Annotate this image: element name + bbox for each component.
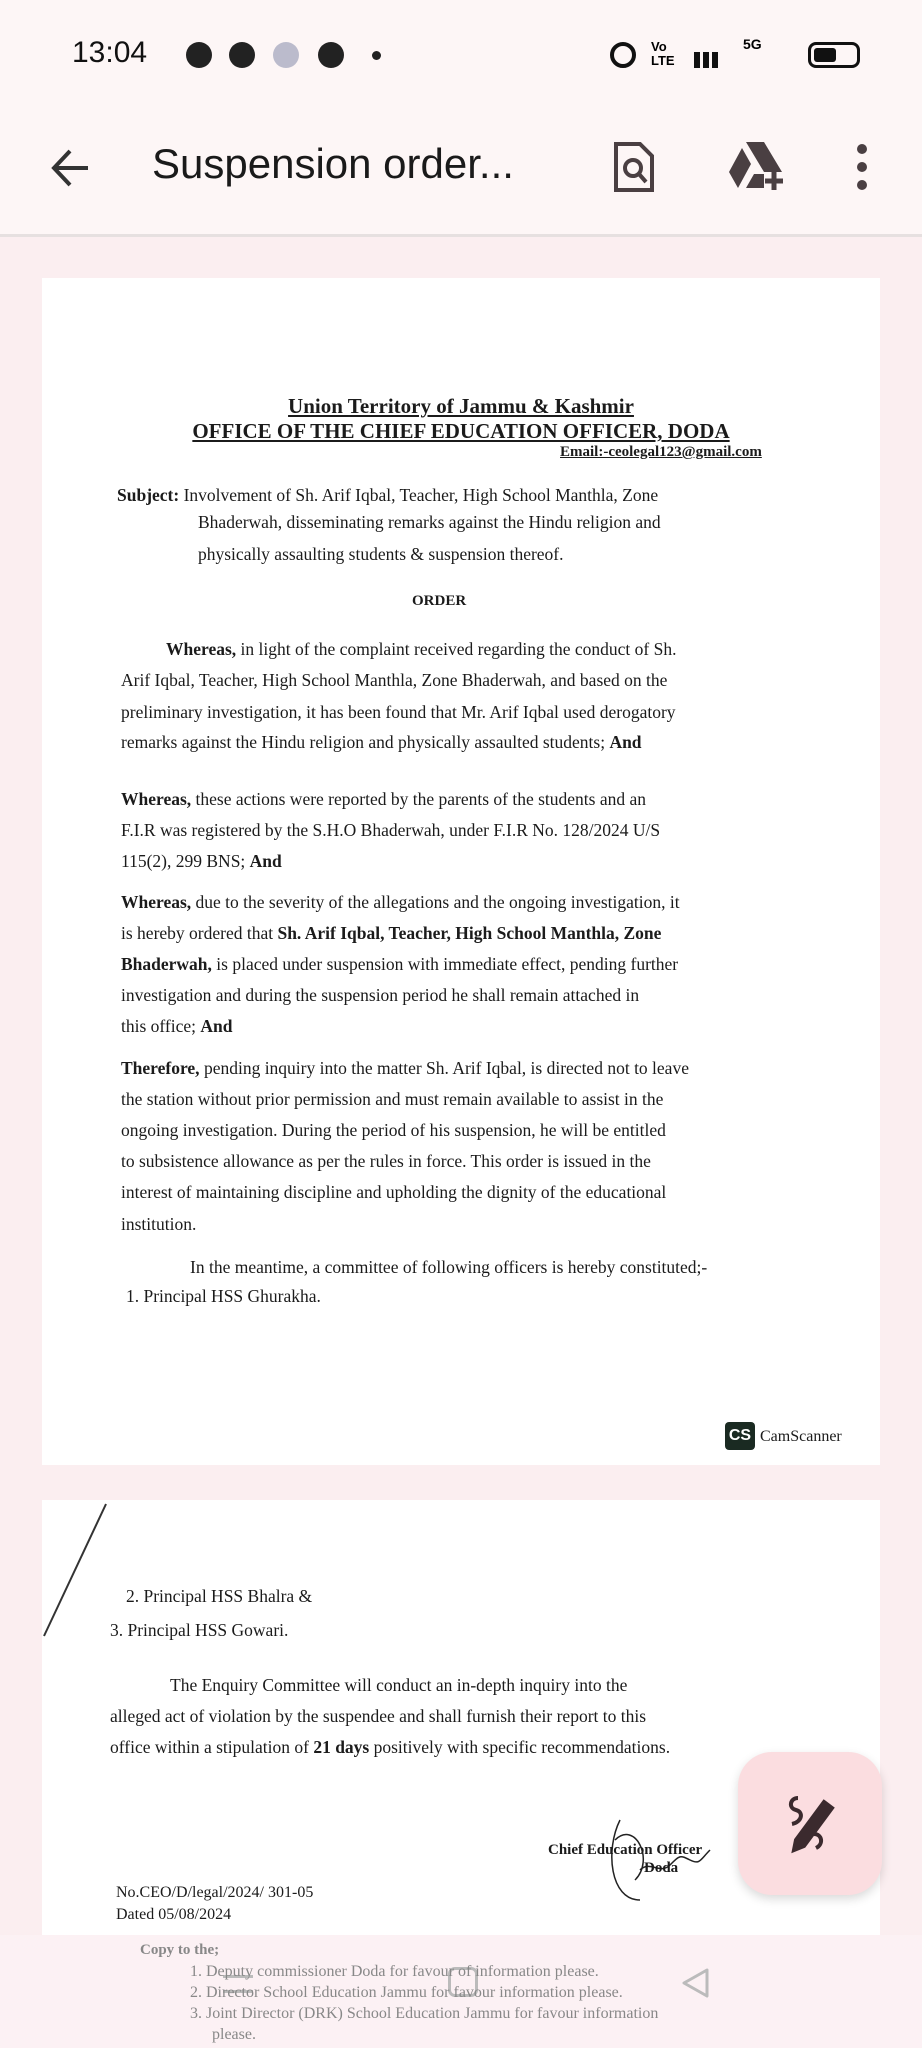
5g-signal-icon xyxy=(743,36,762,52)
reference-number: No.CEO/D/legal/2024/ 301-05 xyxy=(116,1884,314,1901)
document-title: Suspension order... xyxy=(152,140,514,187)
alarm-icon xyxy=(610,42,636,68)
subject-text: Involvement of Sh. Arif Iqbal, Teacher, High School Manthla, Zone xyxy=(183,485,659,505)
text-segment: 2. Principal HSS Bhalra & xyxy=(126,1586,313,1606)
menu-nav-icon[interactable] xyxy=(223,1975,253,1993)
battery-icon xyxy=(808,42,860,68)
email: Email:-ceolegal123@gmail.com xyxy=(560,444,762,460)
text-segment: ongoing investigation. During the period of his suspension, he will be entitled xyxy=(121,1120,666,1140)
text-segment: 115(2), 299 BNS; xyxy=(121,851,250,871)
text-segment: remarks against the Hindu religion and physically assaulted students; xyxy=(121,732,610,752)
text-segment: pending inquiry into the matter Sh. Arif Iqbal, is directed not to leave xyxy=(199,1058,689,1078)
text-segment: due to the severity of the allegations and the ongoing investigation, it xyxy=(191,892,680,912)
signatory-place: Doda xyxy=(644,1860,679,1876)
edit-annotate-icon xyxy=(784,1794,838,1854)
navigation-bar xyxy=(0,1935,922,2048)
bold-text: 21 days xyxy=(313,1737,370,1757)
dot-icon xyxy=(372,51,381,60)
text-segment: is placed under suspension with immediate effect, pending further xyxy=(211,954,679,974)
text-segment: interest of maintaining discipline and upholding the dignity of the educational xyxy=(121,1182,667,1202)
text-segment: this office; xyxy=(121,1016,201,1036)
copy-to-label: Copy to the; xyxy=(140,1942,220,1958)
text-segment: 1. Principal HSS Ghurakha. xyxy=(126,1286,321,1306)
bold-text: And xyxy=(249,851,282,871)
text-segment: institution. xyxy=(121,1214,197,1234)
clock: 13:04 xyxy=(72,36,148,69)
network-type: 5G xyxy=(743,36,762,52)
chat-bubble-icon xyxy=(186,42,212,68)
volte-icon: Vo LTE xyxy=(651,39,675,68)
subject-label: Subject: xyxy=(117,485,180,505)
back-arrow-icon[interactable] xyxy=(48,145,94,191)
camscanner-logo: CS xyxy=(725,1422,755,1450)
subject-line: physically assaulting students & suspension thereof. xyxy=(198,544,564,564)
text-segment: Arif Iqbal, Teacher, High School Manthla, Zone Bhaderwah, and based on the xyxy=(121,670,668,690)
copy-item: 2. Director School Education Jammu for favour information please. xyxy=(190,1984,623,2001)
order-heading: ORDER xyxy=(412,593,467,609)
copy-item: 1. Deputy commissioner Doda for favour of information please. xyxy=(190,1963,599,1980)
bold-text: Sh. Arif Iqbal, Teacher, High School Manthla, Zone xyxy=(277,923,662,943)
header-territory: Union Territory of Jammu & Kashmir xyxy=(288,394,634,418)
text-segment: alleged act of violation by the suspendee and shall furnish their report to this xyxy=(110,1706,647,1726)
bold-text: Whereas, xyxy=(166,639,237,659)
drive-add-icon[interactable] xyxy=(728,140,788,192)
text-segment: 3. Principal HSS Gowari. xyxy=(110,1620,289,1640)
camscanner-label: CamScanner xyxy=(760,1428,842,1445)
bold-text: Therefore, xyxy=(121,1058,200,1078)
text-segment: investigation and during the suspension period he shall remain attached in xyxy=(121,985,640,1005)
text-segment: In the meantime, a committee of following officers is hereby constituted;- xyxy=(190,1257,708,1277)
text-segment: F.I.R was registered by the S.H.O Bhaderwah, under F.I.R No. 128/2024 U/S xyxy=(121,820,661,840)
copy-item: please. xyxy=(212,2026,256,2043)
text-segment: The Enquiry Committee will conduct an in-depth inquiry into the xyxy=(170,1675,628,1695)
app-icon xyxy=(273,42,299,68)
text-segment: to subsistence allowance as per the rules in force. This order is issued in the xyxy=(121,1151,651,1171)
bold-text: Whereas, xyxy=(121,789,192,809)
more-vert-icon[interactable] xyxy=(854,142,870,192)
bold-text: Whereas, xyxy=(121,892,192,912)
home-nav-icon[interactable] xyxy=(448,1967,478,1997)
text-segment: office within a stipulation of xyxy=(110,1737,314,1757)
bold-text: And xyxy=(200,1016,233,1036)
bold-text: And xyxy=(609,732,642,752)
signal-icon xyxy=(694,52,718,68)
text-segment: in light of the complaint received regarding the conduct of Sh. xyxy=(236,639,677,659)
subject-line: Bhaderwah, disseminating remarks against the Hindu religion and xyxy=(198,512,661,532)
annotate-fab[interactable] xyxy=(738,1752,882,1895)
date: Dated 05/08/2024 xyxy=(116,1906,232,1923)
text-segment: these actions were reported by the parents of the students and an xyxy=(191,789,647,809)
bold-text: Bhaderwah, xyxy=(121,954,212,974)
back-nav-icon[interactable] xyxy=(680,1967,710,1999)
status-bar xyxy=(0,0,922,100)
app-bar xyxy=(0,100,922,237)
header-office: OFFICE OF THE CHIEF EDUCATION OFFICER, DODA xyxy=(192,419,730,443)
messenger-icon xyxy=(229,42,255,68)
text-segment: preliminary investigation, it has been found that Mr. Arif Iqbal used derogatory xyxy=(121,702,676,722)
signatory-title: Chief Education Officer xyxy=(548,1842,703,1858)
avatar-icon xyxy=(318,42,344,68)
text-segment: is hereby ordered that xyxy=(121,923,278,943)
text-segment: positively with specific recommendations. xyxy=(369,1737,671,1757)
document-search-icon[interactable] xyxy=(612,140,656,194)
document-page-1 xyxy=(42,278,880,1465)
copy-item: 3. Joint Director (DRK) School Education Jammu for favour information xyxy=(190,2005,659,2022)
text-segment: the station without prior permission and must remain available to assist in the xyxy=(121,1089,664,1109)
